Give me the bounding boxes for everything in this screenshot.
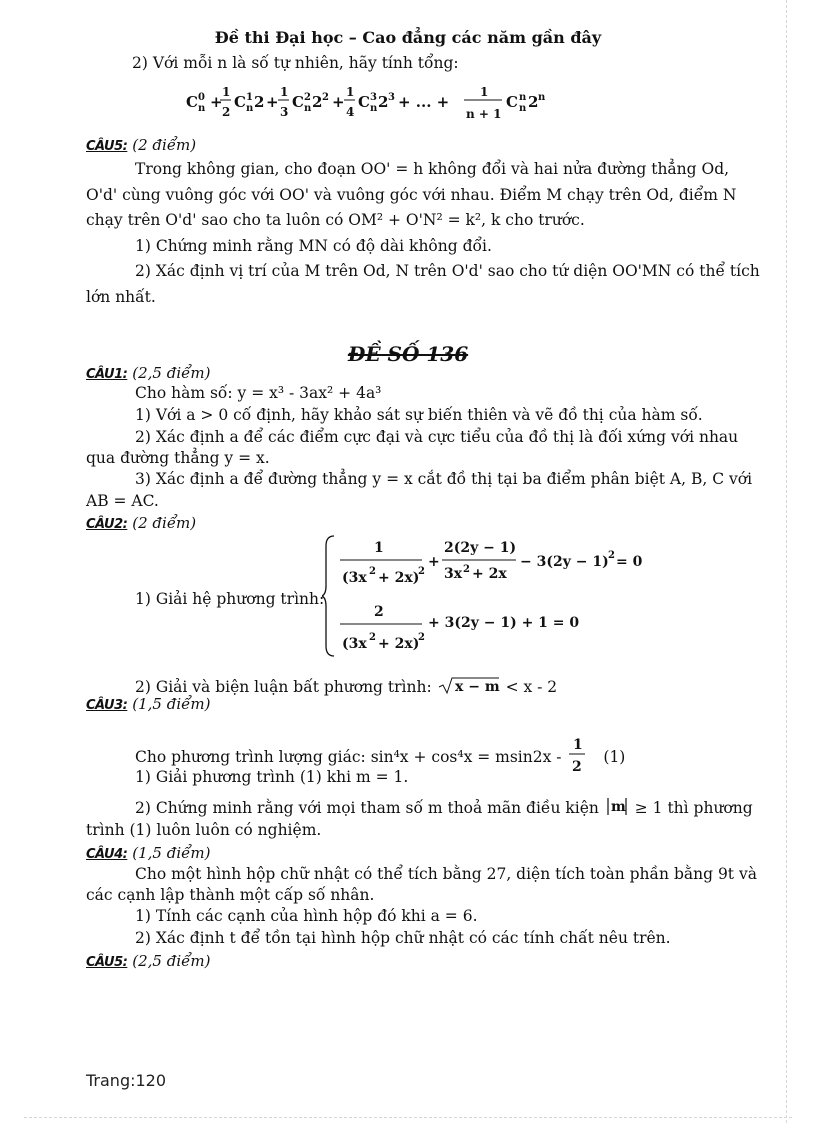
cau2-question-2	[135, 676, 557, 696]
cau3-question-2-cont: trình (1) luôn luôn có nghiệm.	[86, 821, 322, 839]
svg-text:2: 2	[572, 759, 583, 775]
cau3-equation-number: (1)	[603, 748, 626, 766]
svg-text:1: 1	[374, 540, 384, 556]
cau2-label: CÂU2:	[86, 517, 128, 532]
svg-text:2: 2	[418, 566, 425, 577]
svg-text:2: 2	[304, 92, 311, 103]
cau1-label: CÂU1:	[86, 367, 128, 382]
cau1-heading	[86, 366, 210, 382]
svg-text:3x: 3x	[444, 566, 463, 582]
svg-text:+: +	[332, 93, 345, 111]
cau1-question-2-cont: qua đường thẳng y = x.	[86, 449, 270, 467]
cau1-question-2: 2) Xác định a để các điểm cực đại và cực tiểu của đồ thị là đối xứng với nhau	[135, 428, 739, 446]
svg-text:+ 2x): + 2x)	[378, 636, 420, 652]
svg-text:4: 4	[346, 105, 355, 119]
equation-system	[322, 530, 652, 662]
cau3-question-2	[135, 797, 753, 817]
abs-m	[604, 797, 630, 817]
svg-text:+ 3(2y − 1) + 1 = 0: + 3(2y − 1) + 1 = 0	[428, 615, 580, 631]
cau5a-question-1: 1) Chứng minh rằng MN có độ dài không đổi.	[135, 237, 492, 255]
svg-text:C: C	[292, 93, 304, 111]
svg-text:0: 0	[198, 92, 205, 103]
svg-text:+: +	[210, 93, 223, 111]
page-number: Trang:120	[86, 1071, 167, 1090]
cau2-heading	[86, 516, 196, 532]
cau2-points: (2 điểm)	[132, 514, 197, 532]
svg-text:2: 2	[463, 564, 470, 575]
binomial-sum-formula	[180, 78, 580, 126]
cau4-label: CÂU4:	[86, 847, 128, 862]
cau3-label: CÂU3:	[86, 698, 128, 713]
svg-text:2(2y − 1): 2(2y − 1)	[444, 540, 517, 556]
svg-text:= 0: = 0	[616, 554, 643, 570]
svg-text:2: 2	[608, 550, 615, 561]
cau1-function: Cho hàm số: y = x³ - 3ax² + 4a³	[135, 384, 382, 402]
cau3-equation-text: Cho phương trình lượng giác: sin⁴x + cos⁴x = msin2x -	[135, 748, 562, 766]
svg-text:n: n	[304, 103, 312, 114]
cau3-points: (1,5 điểm)	[132, 695, 211, 713]
svg-text:1: 1	[573, 737, 584, 753]
exam-number-title: ĐỀ SỐ 136	[347, 342, 469, 366]
svg-text:+ ... +: + ... +	[398, 93, 450, 111]
cau4-heading	[86, 846, 210, 862]
cau1-question-3: 3) Xác định a để đường thẳng y = x cắt đồ thị tại ba điểm phân biệt A, B, C với	[135, 470, 753, 488]
svg-text:3: 3	[370, 92, 377, 103]
svg-text:C: C	[358, 93, 370, 111]
svg-text:2: 2	[369, 632, 376, 643]
svg-text:2: 2	[312, 93, 323, 111]
svg-text:2: 2	[222, 105, 231, 119]
svg-text:− 3(2y − 1): − 3(2y − 1)	[520, 554, 609, 570]
sum-question: 2) Với mỗi n là số tự nhiên, hãy tính tổng:	[132, 54, 459, 72]
cau4-question-2: 2) Xác định t để tồn tại hình hộp chữ nhật có các tính chất nêu trên.	[135, 929, 671, 947]
svg-text:1: 1	[246, 92, 253, 103]
svg-text:(3x: (3x	[342, 570, 367, 586]
svg-text:n: n	[519, 103, 527, 114]
svg-text:n: n	[246, 103, 254, 114]
cau5a-line-2: O'd' cùng vuông góc với OO' và vuông góc với nhau. Điểm M chạy trên Od, điểm N	[86, 186, 737, 204]
cau5b-heading	[86, 954, 210, 970]
svg-text:2: 2	[374, 604, 384, 620]
svg-text:1: 1	[222, 85, 231, 99]
svg-text:2: 2	[528, 93, 539, 111]
svg-text:2: 2	[378, 93, 389, 111]
svg-text:3: 3	[388, 92, 395, 103]
cau3-question-2-text: 2) Chứng minh rằng với mọi tham số m thoả mãn điều kiện	[135, 799, 599, 817]
svg-text:1: 1	[280, 85, 289, 99]
cau1-question-3-cont: AB = AC.	[86, 492, 159, 510]
page-border-right	[786, 0, 787, 1123]
svg-text:+ 2x: + 2x	[472, 566, 507, 582]
svg-text:1: 1	[346, 85, 355, 99]
cau4-question-1: 1) Tính các cạnh của hình hộp đó khi a = 6.	[135, 907, 478, 925]
svg-text:+ 2x): + 2x)	[378, 570, 420, 586]
svg-text:2: 2	[369, 566, 376, 577]
cau2-question-2-text: 2) Giải và biện luận bất phương trình:	[135, 678, 432, 696]
cau5a-line-1: Trong không gian, cho đoạn OO' = h không đổi và hai nửa đường thẳng Od,	[135, 160, 730, 178]
cau5a-line-3: chạy trên O'd' sao cho ta luôn có OM² + O'N² = k², k cho trước.	[86, 211, 585, 229]
svg-text:n: n	[519, 92, 527, 103]
cau5a-question-2-cont: lớn nhất.	[86, 288, 156, 306]
svg-text:C: C	[234, 93, 246, 111]
svg-text:3: 3	[280, 105, 289, 119]
cau5a-heading	[86, 138, 196, 154]
cau5a-label: CÂU5:	[86, 139, 128, 154]
fraction-one-half	[566, 736, 588, 776]
cau5b-label: CÂU5:	[86, 955, 128, 970]
cau1-question-1: 1) Với a > 0 cố định, hãy khảo sát sự biến thiên và vẽ đồ thị của hàm số.	[135, 406, 703, 424]
cau4-points: (1,5 điểm)	[132, 844, 211, 862]
cau5a-points: (2 điểm)	[132, 136, 197, 154]
svg-text:n: n	[370, 103, 378, 114]
page-header: Đề thi Đại học – Cao đẳng các năm gần đây	[214, 28, 602, 47]
cau2-question-1: 1) Giải hệ phương trình:	[135, 590, 325, 608]
svg-text:(3x: (3x	[342, 636, 367, 652]
svg-text:n: n	[198, 103, 206, 114]
cau5a-question-2: 2) Xác định vị trí của M trên Od, N trên O'd' sao cho tứ diện OO'MN có thể tích	[135, 262, 760, 280]
sqrt-x-minus-m	[437, 676, 501, 696]
cau1-points: (2,5 điểm)	[132, 364, 211, 382]
svg-text:+: +	[428, 554, 440, 570]
cau2-question-2-tail: < x - 2	[505, 678, 558, 696]
svg-text:2: 2	[418, 632, 425, 643]
svg-text:C: C	[506, 93, 518, 111]
cau3-heading	[86, 697, 210, 713]
cau4-line-2: các cạnh lập thành một cấp số nhân.	[86, 886, 375, 904]
svg-text:n: n	[538, 92, 546, 103]
cau3-question-2-tail: ≥ 1 thì phương	[634, 799, 753, 817]
svg-text:C: C	[186, 93, 198, 111]
svg-text:2: 2	[322, 92, 329, 103]
svg-text:1: 1	[480, 85, 489, 99]
cau3-question-1: 1) Giải phương trình (1) khi m = 1.	[135, 768, 409, 786]
svg-text:2: 2	[254, 93, 265, 111]
svg-text:x − m: x − m	[454, 679, 500, 695]
cau5b-points: (2,5 điểm)	[132, 952, 211, 970]
svg-text:+: +	[266, 93, 279, 111]
svg-text:n + 1: n + 1	[466, 107, 502, 121]
cau4-line-1: Cho một hình hộp chữ nhật có thể tích bằng 27, diện tích toàn phần bằng 9t và	[135, 865, 757, 883]
svg-text:m: m	[610, 799, 626, 815]
page-border-bottom	[24, 1117, 792, 1118]
